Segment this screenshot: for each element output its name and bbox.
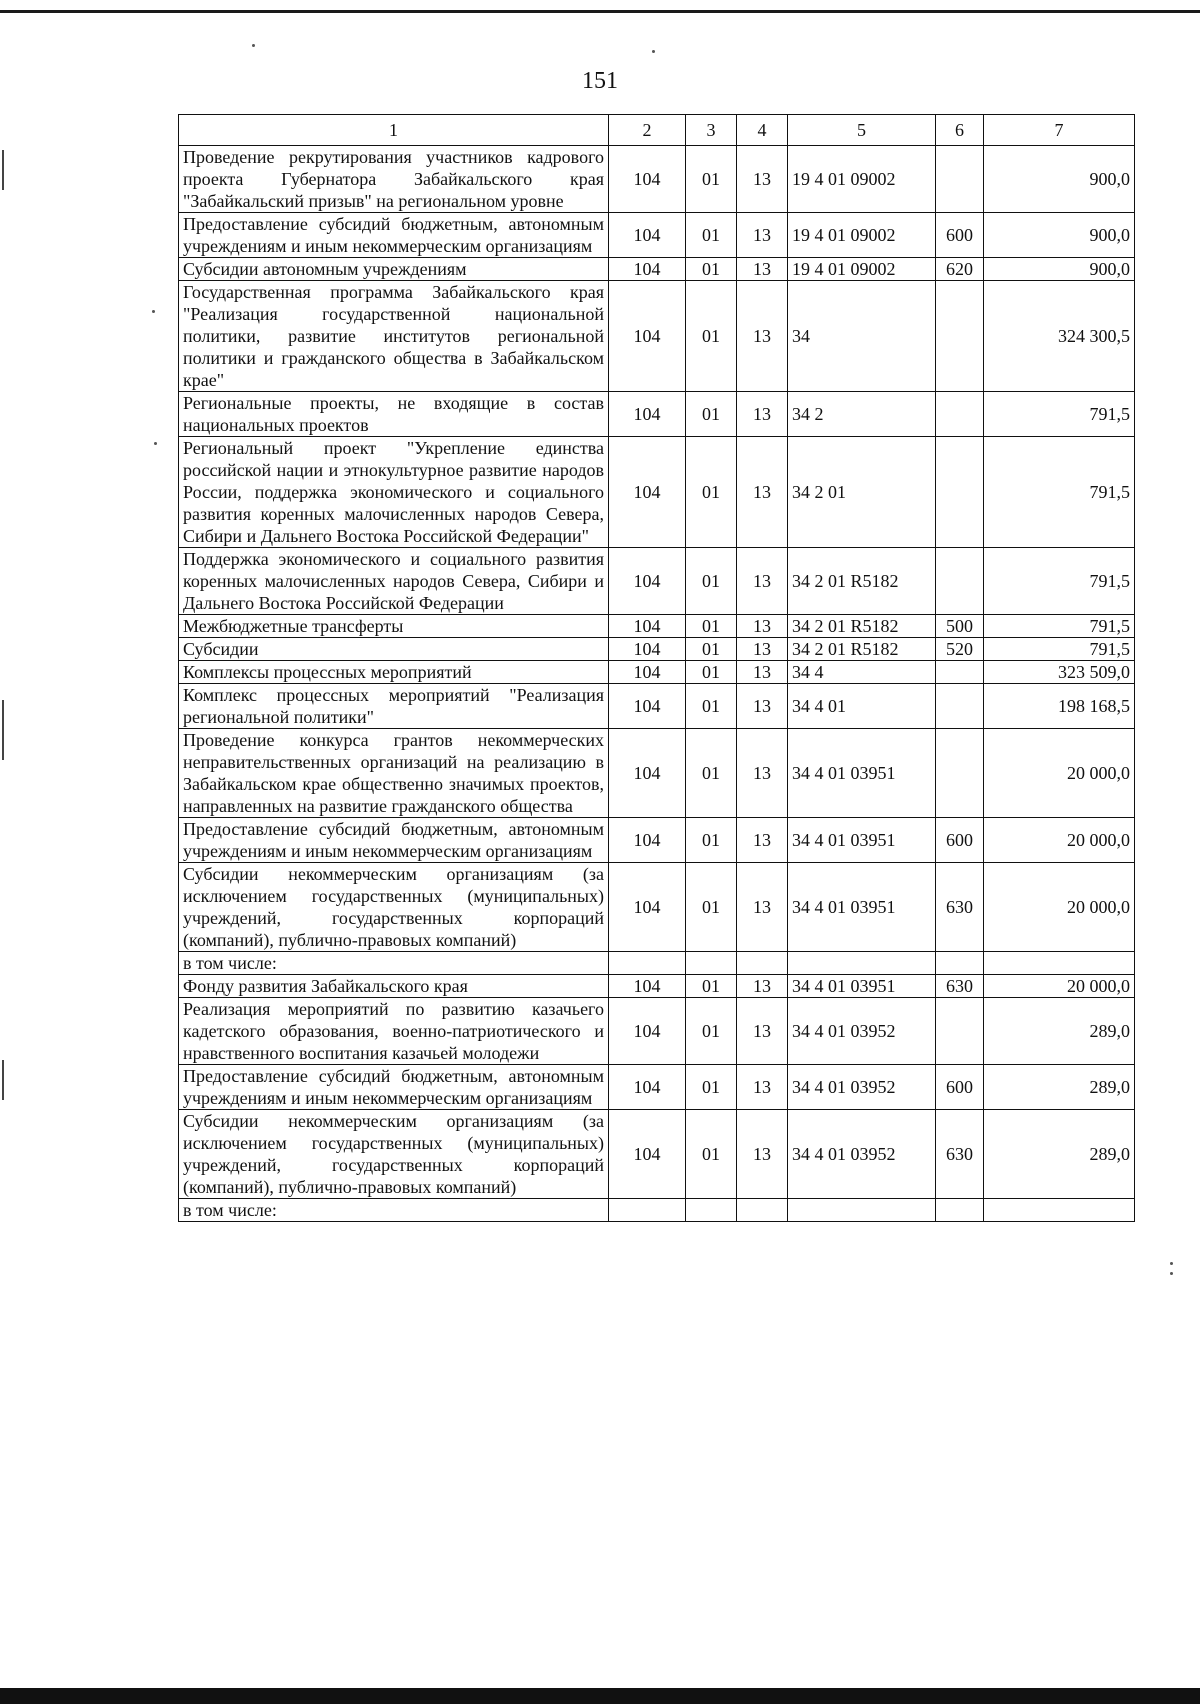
code-department: 104 bbox=[609, 863, 686, 952]
code-expense-type: 630 bbox=[936, 863, 984, 952]
code-department: 104 bbox=[609, 1110, 686, 1199]
code-expense-type bbox=[936, 146, 984, 213]
item-name: Фонду развития Забайкальского края bbox=[179, 975, 609, 998]
amount: 289,0 bbox=[984, 1065, 1135, 1110]
code-expense-type bbox=[936, 1199, 984, 1222]
code-department: 104 bbox=[609, 281, 686, 392]
code-section: 01 bbox=[686, 437, 737, 548]
code-section: 01 bbox=[686, 684, 737, 729]
code-section bbox=[686, 952, 737, 975]
code-target-article: 34 2 01 bbox=[788, 437, 936, 548]
page-number: 151 bbox=[582, 68, 618, 94]
item-name: Предоставление субсидий бюджетным, автономным учреждениям и иным некоммерческим организациям bbox=[179, 1065, 609, 1110]
code-target-article bbox=[788, 1199, 936, 1222]
code-expense-type: 600 bbox=[936, 213, 984, 258]
code-department: 104 bbox=[609, 392, 686, 437]
code-department: 104 bbox=[609, 615, 686, 638]
code-department: 104 bbox=[609, 818, 686, 863]
code-section: 01 bbox=[686, 863, 737, 952]
code-section: 01 bbox=[686, 146, 737, 213]
code-target-article: 34 4 01 bbox=[788, 684, 936, 729]
column-header-3: 3 bbox=[686, 115, 737, 146]
code-expense-type bbox=[936, 281, 984, 392]
code-subsection: 13 bbox=[737, 661, 788, 684]
item-name: в том числе: bbox=[179, 952, 609, 975]
code-target-article: 34 2 01 R5182 bbox=[788, 615, 936, 638]
amount: 20 000,0 bbox=[984, 975, 1135, 998]
code-subsection: 13 bbox=[737, 213, 788, 258]
code-subsection: 13 bbox=[737, 998, 788, 1065]
code-section: 01 bbox=[686, 392, 737, 437]
code-expense-type bbox=[936, 392, 984, 437]
column-header-1: 1 bbox=[179, 115, 609, 146]
item-name: Комплексы процессных мероприятий bbox=[179, 661, 609, 684]
code-subsection: 13 bbox=[737, 437, 788, 548]
table-row bbox=[179, 638, 1135, 661]
code-target-article: 34 4 01 03951 bbox=[788, 729, 936, 818]
column-header-4: 4 bbox=[737, 115, 788, 146]
amount: 20 000,0 bbox=[984, 818, 1135, 863]
code-department: 104 bbox=[609, 1065, 686, 1110]
code-department: 104 bbox=[609, 213, 686, 258]
amount: 20 000,0 bbox=[984, 863, 1135, 952]
code-target-article: 34 4 01 03952 bbox=[788, 998, 936, 1065]
code-expense-type bbox=[936, 952, 984, 975]
code-expense-type bbox=[936, 729, 984, 818]
code-subsection: 13 bbox=[737, 818, 788, 863]
code-subsection: 13 bbox=[737, 638, 788, 661]
item-name: Субсидии bbox=[179, 638, 609, 661]
code-target-article: 19 4 01 09002 bbox=[788, 213, 936, 258]
item-name: Комплекс процессных мероприятий "Реализация региональной политики" bbox=[179, 684, 609, 729]
code-section: 01 bbox=[686, 281, 737, 392]
amount: 289,0 bbox=[984, 998, 1135, 1065]
table-row bbox=[179, 281, 1135, 392]
scan-speck bbox=[1170, 1262, 1173, 1265]
code-expense-type: 600 bbox=[936, 818, 984, 863]
item-name: Субсидии автономным учреждениям bbox=[179, 258, 609, 281]
code-department: 104 bbox=[609, 548, 686, 615]
code-target-article: 34 4 01 03952 bbox=[788, 1110, 936, 1199]
code-expense-type: 500 bbox=[936, 615, 984, 638]
code-department: 104 bbox=[609, 684, 686, 729]
code-target-article: 34 2 01 R5182 bbox=[788, 638, 936, 661]
amount bbox=[984, 1199, 1135, 1222]
table-row bbox=[179, 1199, 1135, 1222]
amount: 900,0 bbox=[984, 213, 1135, 258]
table-row bbox=[179, 258, 1135, 281]
table-row bbox=[179, 437, 1135, 548]
amount: 791,5 bbox=[984, 638, 1135, 661]
scan-speck bbox=[652, 50, 655, 53]
amount: 900,0 bbox=[984, 258, 1135, 281]
code-section: 01 bbox=[686, 213, 737, 258]
code-subsection: 13 bbox=[737, 729, 788, 818]
table-row bbox=[179, 1065, 1135, 1110]
item-name: в том числе: bbox=[179, 1199, 609, 1222]
code-expense-type bbox=[936, 661, 984, 684]
code-section: 01 bbox=[686, 729, 737, 818]
code-target-article: 34 4 01 03952 bbox=[788, 1065, 936, 1110]
code-section: 01 bbox=[686, 258, 737, 281]
code-department: 104 bbox=[609, 146, 686, 213]
column-header-2: 2 bbox=[609, 115, 686, 146]
item-name: Проведение рекрутирования участников кадрового проекта Губернатора Забайкальского края "Забайкальский призыв" на региональном уровне bbox=[179, 146, 609, 213]
code-department bbox=[609, 1199, 686, 1222]
code-subsection: 13 bbox=[737, 1065, 788, 1110]
scan-edge-mark bbox=[2, 1060, 4, 1100]
code-subsection: 13 bbox=[737, 684, 788, 729]
amount: 324 300,5 bbox=[984, 281, 1135, 392]
scan-bottom-border bbox=[0, 1688, 1200, 1704]
code-department bbox=[609, 952, 686, 975]
code-subsection bbox=[737, 952, 788, 975]
code-section: 01 bbox=[686, 975, 737, 998]
code-subsection: 13 bbox=[737, 975, 788, 998]
scan-speck bbox=[152, 310, 155, 313]
amount: 289,0 bbox=[984, 1110, 1135, 1199]
table-row bbox=[179, 213, 1135, 258]
table-row bbox=[179, 684, 1135, 729]
item-name: Поддержка экономического и социального развития коренных малочисленных народов Севера, Сибири и Дальнего Востока Российской Федерации bbox=[179, 548, 609, 615]
code-subsection: 13 bbox=[737, 1110, 788, 1199]
code-department: 104 bbox=[609, 258, 686, 281]
table-row bbox=[179, 729, 1135, 818]
scan-speck bbox=[154, 442, 157, 445]
table-row bbox=[179, 1110, 1135, 1199]
code-expense-type: 620 bbox=[936, 258, 984, 281]
code-expense-type: 520 bbox=[936, 638, 984, 661]
code-department: 104 bbox=[609, 661, 686, 684]
table-row bbox=[179, 548, 1135, 615]
code-department: 104 bbox=[609, 975, 686, 998]
table-header-row bbox=[179, 115, 1135, 146]
code-section: 01 bbox=[686, 1065, 737, 1110]
code-expense-type bbox=[936, 548, 984, 615]
table-row bbox=[179, 863, 1135, 952]
scan-edge-mark bbox=[2, 700, 4, 760]
code-section: 01 bbox=[686, 638, 737, 661]
code-section: 01 bbox=[686, 1110, 737, 1199]
scan-top-border bbox=[0, 0, 1200, 13]
code-subsection: 13 bbox=[737, 548, 788, 615]
code-subsection: 13 bbox=[737, 615, 788, 638]
code-target-article bbox=[788, 952, 936, 975]
code-expense-type: 630 bbox=[936, 975, 984, 998]
item-name: Субсидии некоммерческим организациям (за исключением государственных (муниципальных) учреждений, государственных корпораций (компаний), публично-правовых компаний) bbox=[179, 1110, 609, 1199]
amount: 791,5 bbox=[984, 548, 1135, 615]
item-name: Проведение конкурса грантов некоммерческих неправительственных организаций на реализацию в Забайкальском крае общественно значимых проектов, направленных на развитие гражданского общества bbox=[179, 729, 609, 818]
code-target-article: 19 4 01 09002 bbox=[788, 258, 936, 281]
table-row bbox=[179, 998, 1135, 1065]
code-target-article: 34 4 01 03951 bbox=[788, 818, 936, 863]
table-row bbox=[179, 392, 1135, 437]
amount: 20 000,0 bbox=[984, 729, 1135, 818]
code-expense-type: 630 bbox=[936, 1110, 984, 1199]
code-expense-type bbox=[936, 437, 984, 548]
code-subsection bbox=[737, 1199, 788, 1222]
code-expense-type: 600 bbox=[936, 1065, 984, 1110]
scan-speck bbox=[252, 44, 255, 47]
code-target-article: 34 4 bbox=[788, 661, 936, 684]
code-subsection: 13 bbox=[737, 258, 788, 281]
amount: 791,5 bbox=[984, 437, 1135, 548]
amount: 791,5 bbox=[984, 615, 1135, 638]
table-row bbox=[179, 818, 1135, 863]
code-section: 01 bbox=[686, 615, 737, 638]
item-name: Региональные проекты, не входящие в состав национальных проектов bbox=[179, 392, 609, 437]
code-department: 104 bbox=[609, 998, 686, 1065]
code-target-article: 34 4 01 03951 bbox=[788, 863, 936, 952]
code-department: 104 bbox=[609, 638, 686, 661]
amount: 791,5 bbox=[984, 392, 1135, 437]
code-section: 01 bbox=[686, 661, 737, 684]
code-section: 01 bbox=[686, 548, 737, 615]
table-row bbox=[179, 661, 1135, 684]
item-name: Предоставление субсидий бюджетным, автономным учреждениям и иным некоммерческим организациям bbox=[179, 213, 609, 258]
table-row bbox=[179, 975, 1135, 998]
item-name: Региональный проект "Укрепление единства российской нации и этнокультурное развитие народов России, поддержка экономического и социального развития коренных малочисленных народов Севера, Сибири и Дальнего Востока Российской Федерации" bbox=[179, 437, 609, 548]
amount bbox=[984, 952, 1135, 975]
table-row bbox=[179, 615, 1135, 638]
scan-edge-mark bbox=[2, 150, 4, 190]
code-subsection: 13 bbox=[737, 392, 788, 437]
table-row bbox=[179, 952, 1135, 975]
code-expense-type bbox=[936, 684, 984, 729]
item-name: Государственная программа Забайкальского края "Реализация государственной национальной политики, развитие институтов региональной политики и гражданского общества в Забайкальском крае" bbox=[179, 281, 609, 392]
column-header-7: 7 bbox=[984, 115, 1135, 146]
code-section: 01 bbox=[686, 818, 737, 863]
code-expense-type bbox=[936, 998, 984, 1065]
column-header-5: 5 bbox=[788, 115, 936, 146]
code-target-article: 19 4 01 09002 bbox=[788, 146, 936, 213]
amount: 900,0 bbox=[984, 146, 1135, 213]
item-name: Предоставление субсидий бюджетным, автономным учреждениям и иным некоммерческим организациям bbox=[179, 818, 609, 863]
code-section bbox=[686, 1199, 737, 1222]
code-subsection: 13 bbox=[737, 863, 788, 952]
scan-speck bbox=[1170, 1272, 1173, 1275]
code-department: 104 bbox=[609, 437, 686, 548]
code-target-article: 34 2 bbox=[788, 392, 936, 437]
table-row bbox=[179, 146, 1135, 213]
code-target-article: 34 2 01 R5182 bbox=[788, 548, 936, 615]
amount: 323 509,0 bbox=[984, 661, 1135, 684]
code-department: 104 bbox=[609, 729, 686, 818]
code-target-article: 34 bbox=[788, 281, 936, 392]
item-name: Межбюджетные трансферты bbox=[179, 615, 609, 638]
code-subsection: 13 bbox=[737, 146, 788, 213]
amount: 198 168,5 bbox=[984, 684, 1135, 729]
item-name: Реализация мероприятий по развитию казачьего кадетского образования, военно-патриотического и нравственного воспитания казачьей молодежи bbox=[179, 998, 609, 1065]
code-subsection: 13 bbox=[737, 281, 788, 392]
code-section: 01 bbox=[686, 998, 737, 1065]
item-name: Субсидии некоммерческим организациям (за исключением государственных (муниципальных) учреждений, государственных корпораций (компаний), публично-правовых компаний) bbox=[179, 863, 609, 952]
budget-table bbox=[178, 114, 1135, 1222]
column-header-6: 6 bbox=[936, 115, 984, 146]
code-target-article: 34 4 01 03951 bbox=[788, 975, 936, 998]
